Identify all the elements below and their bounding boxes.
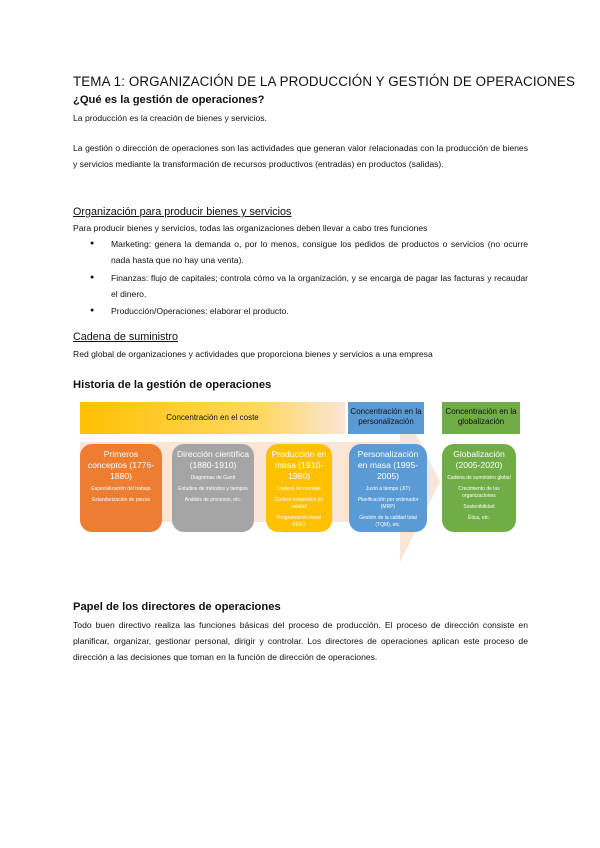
era-item: Control estadístico de calidad xyxy=(274,497,324,510)
era-title: Dirección científica (1880-1910) xyxy=(176,449,250,470)
document-title: TEMA 1: ORGANIZACIÓN DE LA PRODUCCIÓN Y GESTIÓN DE OPERACIONES xyxy=(73,74,575,89)
era-item: Estudios de métodos y tiempos xyxy=(178,486,248,492)
band-globalization xyxy=(442,402,520,434)
era-box xyxy=(172,444,254,532)
band-personalization-label: Concentración en la personalización xyxy=(350,407,422,426)
section-heading-history: Historia de la gestión de operaciones xyxy=(73,379,272,391)
era-item: Sostenibilidad xyxy=(463,504,495,510)
paragraph-supply-chain: Red global de organizaciones y actividades que proporciona bienes y servicios a una empresa xyxy=(73,349,433,359)
era-item: Cadena de suministro global xyxy=(447,475,511,481)
functions-list xyxy=(90,236,528,321)
era-item: Programación lineal PERT xyxy=(276,515,322,528)
band-cost xyxy=(80,402,345,434)
era-item: Planificación por ordenador (MRP) xyxy=(357,497,419,510)
section-heading-operations: ¿Qué es la gestión de operaciones? xyxy=(73,94,265,106)
paragraph-directors-role: Todo buen directivo realiza las funciones básicas del proceso de producción. El proceso de dirección consiste en planificar, organizar, gestionar personal, dirigir y controlar. Los directores de operaciones aplican este proceso de dirección a las decisiones que toman en la función de dirección de operaciones. xyxy=(73,620,528,662)
era-item: Gestión de la calidad total (TQM), etc. xyxy=(359,515,417,528)
paragraph-three-functions: Para producir bienes y servicios, todas las organizaciones deben llevar a cabo tres funciones xyxy=(73,223,428,233)
band-globalization-label: Concentración en la globalización xyxy=(445,407,517,426)
list-item: ● Producción/Operaciones: elaborar el producto. xyxy=(90,303,528,319)
list-item: ● Finanzas: flujo de capitales; controla cómo va la organización, y se encarga de pagar las facturas y recaudar el dinero. xyxy=(90,270,528,302)
era-item: Estandarización de piezas xyxy=(91,497,151,503)
era-box xyxy=(349,444,427,532)
era-item: Diagramas de Gantt xyxy=(190,475,236,481)
era-item: Crecimiento de las organizaciones xyxy=(458,486,500,499)
band-cost-label: Concentración en el coste xyxy=(166,413,259,422)
era-item: Especialización del trabajo xyxy=(91,486,151,492)
era-title: Primeros conceptos (1776-1880) xyxy=(87,449,155,481)
history-diagram xyxy=(80,402,530,562)
list-item: ● Marketing: genera la demanda o, por lo menos, consigue los pedidos de productos o servicios (no ocurre nada hasta que no hay una venta). xyxy=(90,236,528,268)
era-title: Globalización (2005-2020) xyxy=(453,449,505,470)
band-personalization xyxy=(348,402,424,434)
paragraph-operations-definition: La gestión o dirección de operaciones son las actividades que generan valor relacionadas con la producción de bienes y servicios mediante la transformación de recursos productivos (entradas) en productos (salidas). xyxy=(73,143,528,169)
era-box xyxy=(80,444,162,532)
era-title: Producción en masa (1910-1980) xyxy=(271,449,327,481)
era-item: Análisis de procesos, etc. xyxy=(184,497,242,503)
era-item: Ética, etc. xyxy=(468,515,490,521)
section-heading-supply-chain: Cadena de suministro xyxy=(73,331,179,343)
section-heading-directors: Papel de los directores de operaciones xyxy=(73,601,281,613)
section-heading-organization: Organización para producir bienes y servicios xyxy=(73,206,292,218)
era-item: Cadena de montaje xyxy=(277,486,321,492)
era-box xyxy=(266,444,332,532)
paragraph-production-definition: La producción es la creación de bienes y servicios. xyxy=(73,113,267,123)
era-box xyxy=(442,444,516,532)
era-title: Personalización en masa (1995-2005) xyxy=(357,449,419,481)
era-item: Justo a tiempo (JIT) xyxy=(365,486,411,492)
